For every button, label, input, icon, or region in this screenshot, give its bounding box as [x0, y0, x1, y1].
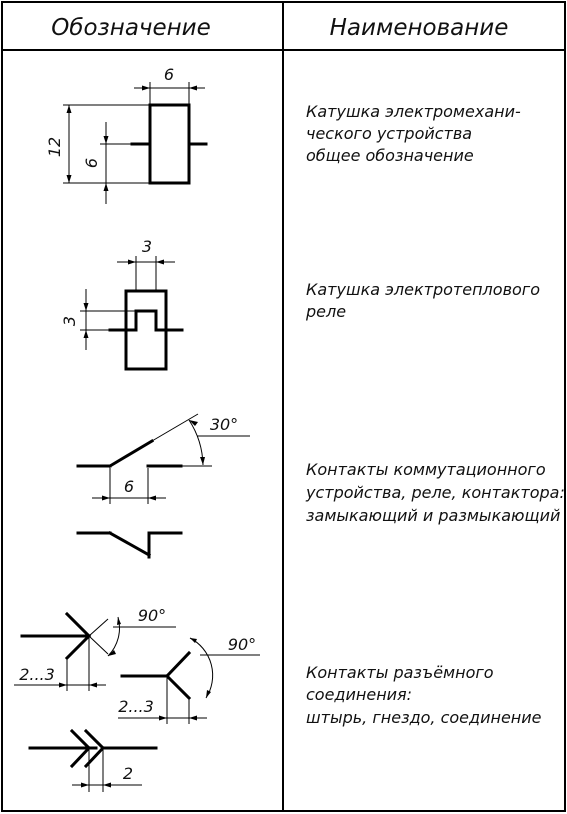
dimension-socket-angle: [190, 635, 260, 698]
header-designation: Обозначение: [51, 15, 211, 41]
dim-label-thermal-height: 3: [60, 315, 79, 327]
dim-label-connection-gap: 2: [122, 764, 134, 783]
symbol-connection: [30, 731, 156, 766]
row2-name-line1: Катушка электротеплового: [306, 280, 540, 299]
dim-label-coil-lead: 6: [82, 157, 101, 169]
row1-name-line3: общее обозначение: [306, 146, 474, 165]
row4-name-line3: штырь, гнездо, соединение: [306, 708, 542, 727]
row1-name-line1: Катушка электромехани-: [306, 102, 521, 121]
dim-label-contact-angle: 30°: [209, 415, 239, 434]
dim-label-pin-angle: 90°: [137, 606, 167, 625]
symbol-make-contact: [78, 441, 181, 466]
row3-name-line1: Контакты коммутационного: [306, 460, 546, 479]
symbol-thermal-relay-coil: [110, 291, 182, 369]
row1-name-line2: ческого устройства: [306, 124, 473, 143]
dimension-coil-width: [134, 65, 205, 104]
dimension-contact-gap: [92, 468, 166, 504]
row2-name-line2: реле: [306, 302, 347, 321]
dimension-contact-angle: [152, 414, 250, 466]
symbol-coil-general: [132, 105, 206, 183]
header-name: Наименование: [329, 15, 509, 41]
dim-label-coil-width: 6: [163, 65, 175, 84]
dim-label-coil-height: 12: [45, 136, 64, 158]
dimension-coil-lead: [82, 122, 132, 204]
symbol-break-contact: [78, 533, 181, 557]
row3-name-line3: замыкающий и размыкающий: [306, 506, 561, 525]
row3-name-line2: устройства, реле, контактора:: [306, 483, 565, 502]
row4-name-line2: соединения:: [306, 685, 413, 704]
dim-label-pin-length: 2...3: [19, 665, 55, 684]
row4-name-line1: Контакты разъёмного: [306, 663, 494, 682]
dim-label-socket-angle: 90°: [227, 635, 257, 654]
symbol-pin: [22, 614, 89, 658]
dimension-pin-length: [14, 636, 106, 691]
dim-label-socket-length: 2...3: [118, 697, 154, 716]
dimension-pin-angle: [89, 606, 176, 656]
table-frame: [2, 2, 565, 811]
dimension-thermal-width: [117, 237, 175, 290]
dim-label-contact-gap: 6: [123, 477, 135, 496]
dimension-socket-length: [118, 678, 207, 724]
dim-label-thermal-width: 3: [141, 237, 153, 256]
symbol-socket: [122, 653, 189, 698]
